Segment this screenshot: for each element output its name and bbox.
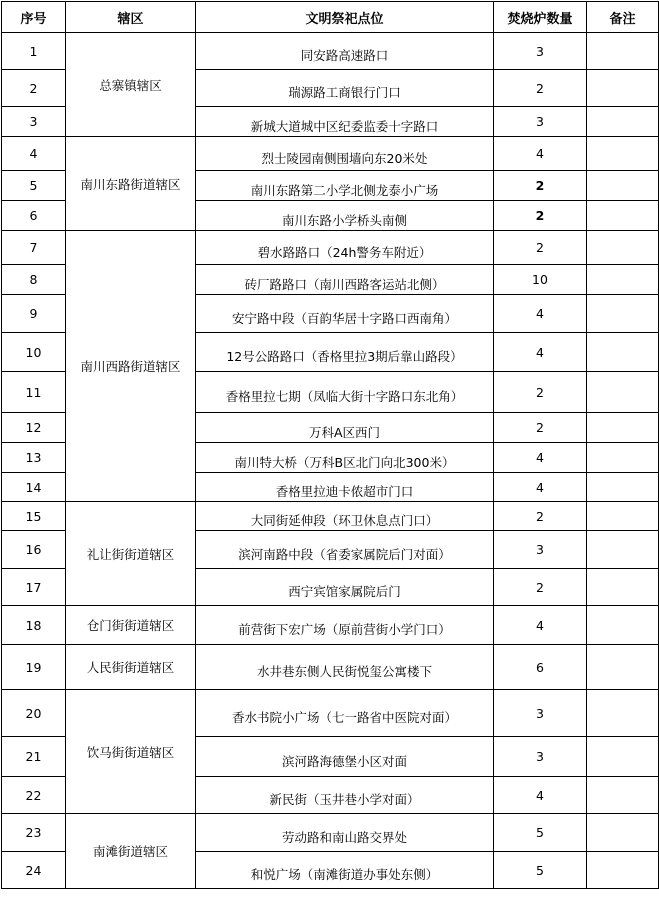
seq-cell: 12 — [2, 413, 66, 443]
count-cell: 3 — [494, 737, 587, 777]
table-row — [2, 231, 659, 265]
note-cell — [587, 33, 659, 70]
district-cell: 南川西路街道辖区 — [66, 231, 196, 502]
note-cell — [587, 413, 659, 443]
seq-cell: 22 — [2, 777, 66, 814]
location-cell: 新城大道城中区纪委监委十字路口 — [196, 107, 494, 137]
seq-cell: 14 — [2, 473, 66, 502]
note-cell — [587, 777, 659, 814]
count-cell: 2 — [494, 231, 587, 265]
location-cell: 西宁宾馆家属院后门 — [196, 569, 494, 606]
note-cell — [587, 569, 659, 606]
count-cell: 2 — [494, 70, 587, 107]
table-row — [2, 814, 659, 852]
location-cell: 香水书院小广场（七一路省中医院对面） — [196, 690, 494, 737]
count-cell: 4 — [494, 443, 587, 473]
district-cell: 礼让街街道辖区 — [66, 502, 196, 606]
location-cell: 12号公路路口（香格里拉3期后靠山路段） — [196, 333, 494, 372]
count-cell: 4 — [494, 473, 587, 502]
table-row — [2, 606, 659, 645]
header-district: 辖区 — [66, 2, 196, 33]
seq-cell: 5 — [2, 171, 66, 201]
table-row — [2, 690, 659, 737]
location-cell: 南川东路小学桥头南侧 — [196, 201, 494, 231]
seq-cell: 19 — [2, 645, 66, 690]
count-cell: 3 — [494, 107, 587, 137]
note-cell — [587, 201, 659, 231]
count-cell: 4 — [494, 606, 587, 645]
note-cell — [587, 473, 659, 502]
note-cell — [587, 171, 659, 201]
seq-cell: 21 — [2, 737, 66, 777]
location-cell: 滨河路海德堡小区对面 — [196, 737, 494, 777]
seq-cell: 23 — [2, 814, 66, 852]
table-row — [2, 137, 659, 171]
header-count: 焚烧炉数量 — [494, 2, 587, 33]
header-note: 备注 — [587, 2, 659, 33]
location-cell: 香格里拉七期（凤临大街十字路口东北角） — [196, 372, 494, 413]
location-cell: 砖厂路路口（南川西路客运站北侧） — [196, 265, 494, 295]
seq-cell: 13 — [2, 443, 66, 473]
district-cell: 人民街街道辖区 — [66, 645, 196, 690]
note-cell — [587, 107, 659, 137]
note-cell — [587, 737, 659, 777]
seq-cell: 17 — [2, 569, 66, 606]
note-cell — [587, 372, 659, 413]
note-cell — [587, 645, 659, 690]
table-row — [2, 502, 659, 531]
note-cell — [587, 137, 659, 171]
note-cell — [587, 443, 659, 473]
note-cell — [587, 531, 659, 569]
location-cell: 滨河南路中段（省委家属院后门对面） — [196, 531, 494, 569]
seq-cell: 4 — [2, 137, 66, 171]
seq-cell: 20 — [2, 690, 66, 737]
location-cell: 烈士陵园南侧围墙向东20米处 — [196, 137, 494, 171]
location-cell: 同安路高速路口 — [196, 33, 494, 70]
note-cell — [587, 295, 659, 333]
seq-cell: 8 — [2, 265, 66, 295]
location-cell: 碧水路路口（24h警务车附近） — [196, 231, 494, 265]
table-row — [2, 645, 659, 690]
seq-cell: 6 — [2, 201, 66, 231]
location-cell: 南川特大桥（万科B区北门向北300米） — [196, 443, 494, 473]
note-cell — [587, 690, 659, 737]
count-cell: 10 — [494, 265, 587, 295]
note-cell — [587, 852, 659, 889]
seq-cell: 16 — [2, 531, 66, 569]
table-row — [2, 33, 659, 70]
seq-cell: 18 — [2, 606, 66, 645]
count-cell: 4 — [494, 777, 587, 814]
count-cell: 3 — [494, 690, 587, 737]
count-cell: 6 — [494, 645, 587, 690]
seq-cell: 1 — [2, 33, 66, 70]
count-cell: 4 — [494, 137, 587, 171]
location-cell: 大同街延伸段（环卫休息点门口） — [196, 502, 494, 531]
header-location: 文明祭祀点位 — [196, 2, 494, 33]
district-cell: 南滩街道辖区 — [66, 814, 196, 889]
seq-cell: 10 — [2, 333, 66, 372]
location-cell: 新民街（玉井巷小学对面） — [196, 777, 494, 814]
count-cell: 2 — [494, 171, 587, 201]
location-cell: 水井巷东侧人民街悦玺公寓楼下 — [196, 645, 494, 690]
header-row — [2, 2, 659, 33]
seq-cell: 15 — [2, 502, 66, 531]
count-cell: 2 — [494, 569, 587, 606]
count-cell: 5 — [494, 852, 587, 889]
seq-cell: 2 — [2, 70, 66, 107]
count-cell: 2 — [494, 413, 587, 443]
note-cell — [587, 502, 659, 531]
district-cell: 仓门街街道辖区 — [66, 606, 196, 645]
district-cell: 总寨镇辖区 — [66, 33, 196, 137]
count-cell: 3 — [494, 33, 587, 70]
count-cell: 3 — [494, 531, 587, 569]
count-cell: 2 — [494, 201, 587, 231]
seq-cell: 24 — [2, 852, 66, 889]
seq-cell: 7 — [2, 231, 66, 265]
district-cell: 南川东路街道辖区 — [66, 137, 196, 231]
header-seq: 序号 — [2, 2, 66, 33]
note-cell — [587, 231, 659, 265]
seq-cell: 11 — [2, 372, 66, 413]
location-cell: 和悦广场（南滩街道办事处东侧） — [196, 852, 494, 889]
district-cell: 饮马街街道辖区 — [66, 690, 196, 814]
location-cell: 安宁路中段（百韵华居十字路口西南角） — [196, 295, 494, 333]
count-cell: 4 — [494, 333, 587, 372]
location-cell: 南川东路第二小学北侧龙泰小广场 — [196, 171, 494, 201]
count-cell: 2 — [494, 502, 587, 531]
note-cell — [587, 814, 659, 852]
seq-cell: 3 — [2, 107, 66, 137]
note-cell — [587, 70, 659, 107]
location-cell: 劳动路和南山路交界处 — [196, 814, 494, 852]
sacrifice-points-table — [1, 1, 659, 889]
seq-cell: 9 — [2, 295, 66, 333]
location-cell: 瑞源路工商银行门口 — [196, 70, 494, 107]
location-cell: 香格里拉迪卡侬超市门口 — [196, 473, 494, 502]
count-cell: 5 — [494, 814, 587, 852]
note-cell — [587, 606, 659, 645]
count-cell: 2 — [494, 372, 587, 413]
note-cell — [587, 333, 659, 372]
location-cell: 前营街下宏广场（原前营街小学门口） — [196, 606, 494, 645]
count-cell: 4 — [494, 295, 587, 333]
location-cell: 万科A区西门 — [196, 413, 494, 443]
note-cell — [587, 265, 659, 295]
